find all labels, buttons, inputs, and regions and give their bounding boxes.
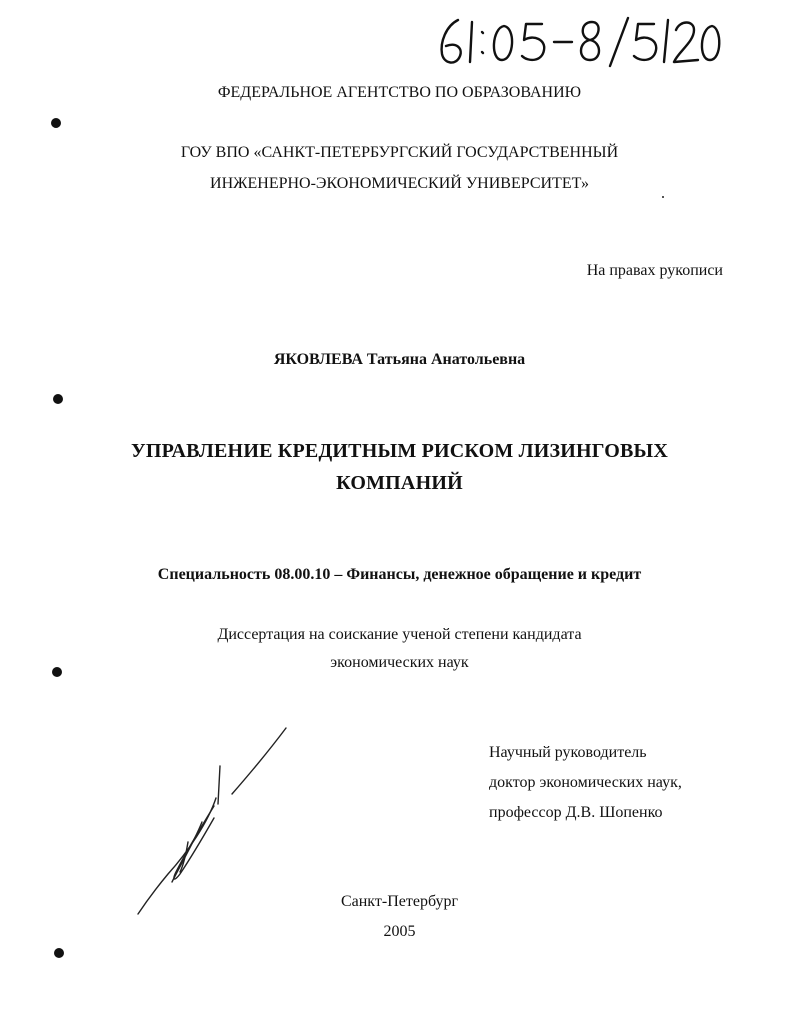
signature-scribble: [128, 722, 298, 922]
binding-hole-mark: [51, 118, 61, 128]
scan-speck: [662, 196, 664, 198]
supervisor-line-1: Научный руководитель: [489, 744, 647, 761]
author-name: [0, 351, 799, 369]
author-surname: ЯКОВЛЕВА: [273, 351, 363, 368]
agency-line: ФЕДЕРАЛЬНОЕ АГЕНТСТВО ПО ОБРАЗОВАНИЮ: [217, 84, 582, 101]
manuscript-note: На правах рукописи: [586, 262, 723, 279]
binding-hole-mark: [53, 394, 63, 404]
handwritten-archive-number: [432, 12, 722, 70]
year: 2005: [383, 923, 416, 940]
author-given-names: Татьяна Анатольевна: [366, 351, 526, 368]
university-line-2: ИНЖЕНЕРНО-ЭКОНОМИЧЕСКИЙ УНИВЕРСИТЕТ»: [210, 175, 589, 192]
supervisor-line-3: профессор Д.В. Шопенко: [489, 804, 663, 821]
binding-hole-mark: [52, 667, 62, 677]
city: Санкт-Петербург: [340, 893, 459, 910]
binding-hole-mark: [54, 948, 64, 958]
dissertation-title-line-1: УПРАВЛЕНИЕ КРЕДИТНЫМ РИСКОМ ЛИЗИНГОВЫХ: [131, 440, 668, 462]
university-line-1: ГОУ ВПО «САНКТ-ПЕТЕРБУРГСКИЙ ГОСУДАРСТВЕННЫЙ: [180, 144, 619, 161]
dissertation-title-line-2: КОМПАНИЙ: [336, 472, 463, 494]
degree-line-2: экономических наук: [330, 654, 469, 671]
degree-line-1: Диссертация на соискание ученой степени кандидата: [217, 626, 582, 643]
specialty-line: Специальность 08.00.10 – Финансы, денежное обращение и кредит: [157, 566, 642, 583]
supervisor-line-2: доктор экономических наук,: [489, 774, 682, 791]
